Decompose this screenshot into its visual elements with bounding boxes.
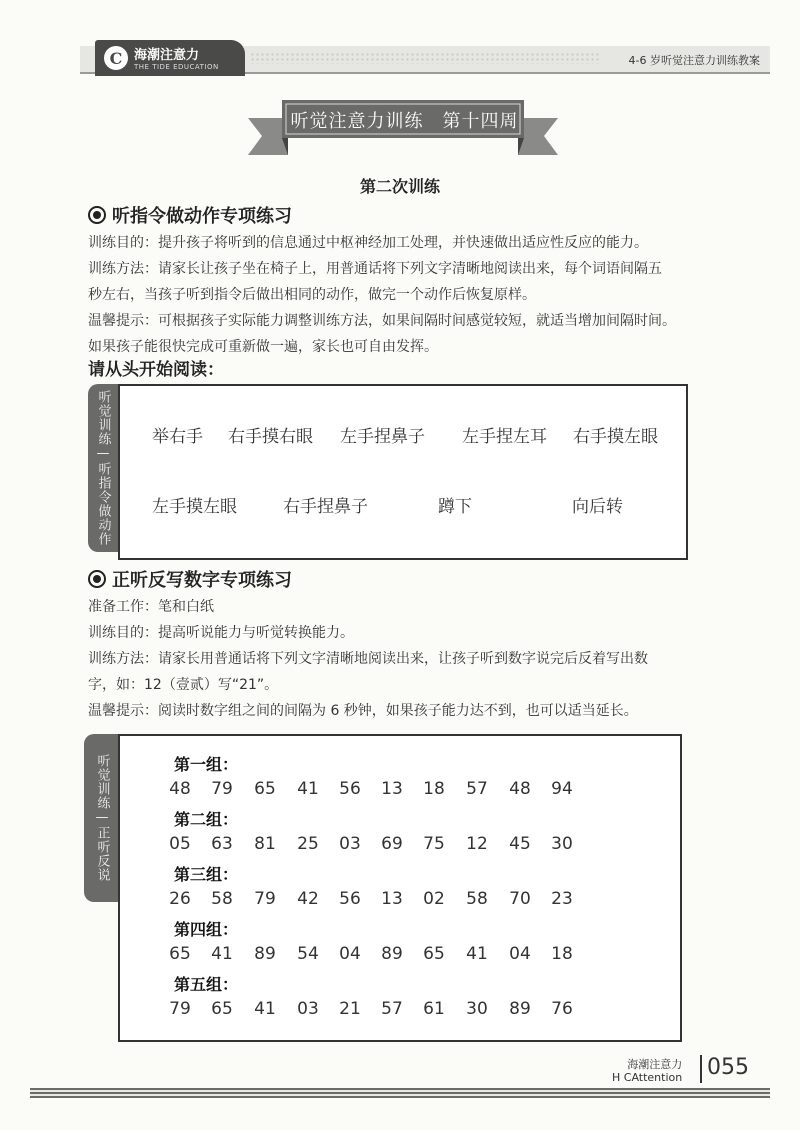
- command-item: 举右手: [152, 427, 203, 447]
- paragraph: 训练方法：请家长让孩子坐在椅子上，用普通话将下列文字清晰地阅读出来，每个词语间隔五: [88, 261, 662, 277]
- footer-divider: [700, 1055, 702, 1083]
- footer-brand-sub: H CAttention: [612, 1071, 683, 1084]
- group-number: 48: [169, 779, 191, 799]
- group-number: 65: [169, 944, 191, 964]
- group-number: 13: [381, 889, 403, 909]
- command-item: 左手摸左眼: [152, 497, 237, 517]
- section2-side-tab: 听觉训练—正听反说: [84, 734, 120, 902]
- banner-title: 听觉注意力训练 第十四周: [290, 111, 519, 132]
- book-title: 4-6 岁听觉注意力训练教案: [628, 54, 760, 67]
- group-number: 02: [423, 889, 445, 909]
- paragraph: 训练目的：提高听说能力与听觉转换能力。: [88, 625, 354, 641]
- paragraph: 温馨提示：可根据孩子实际能力调整训练方法，如果间隔时间感觉较短，就适当增加间隔时间。: [88, 313, 676, 329]
- command-item: 左手捏左耳: [462, 427, 547, 447]
- command-item: 左手捏鼻子: [340, 427, 425, 447]
- read-prompt: 请从头开始阅读：: [88, 360, 224, 380]
- paragraph: 秒左右，当孩子听到指令后做出相同的动作，做完一个动作后恢复原样。: [88, 287, 536, 303]
- footer-brand: [612, 1058, 682, 1084]
- section1-instructions: [88, 230, 738, 360]
- group-number: 58: [211, 889, 233, 909]
- group-label: 第一组：: [174, 755, 239, 774]
- group-number: 25: [297, 834, 319, 854]
- group-number: 79: [254, 889, 276, 909]
- group-number: 58: [466, 889, 488, 909]
- group-number: 94: [551, 779, 573, 799]
- group-number: 41: [254, 999, 276, 1019]
- group-number: 81: [254, 834, 276, 854]
- section1-title: 听指令做动作专项练习: [112, 206, 292, 227]
- section2-heading: [88, 566, 292, 592]
- group-number: 23: [551, 889, 573, 909]
- section1-heading: [88, 202, 292, 228]
- group-number: 65: [211, 999, 233, 1019]
- session-title: 第二次训练: [359, 177, 440, 196]
- group-number: 56: [339, 889, 361, 909]
- group-label: 第四组：: [174, 920, 239, 939]
- target-icon: [88, 206, 106, 224]
- group-number: 45: [509, 834, 531, 854]
- group-number: 75: [423, 834, 445, 854]
- header-decoration: [250, 52, 600, 64]
- command-item: 右手摸右眼: [228, 427, 313, 447]
- group-number: 13: [381, 779, 403, 799]
- group-label: 第二组：: [174, 810, 239, 829]
- group-number: 70: [509, 889, 531, 909]
- group-number: 30: [551, 834, 573, 854]
- group-number: 89: [509, 999, 531, 1019]
- group-number: 48: [509, 779, 531, 799]
- page-number: 055: [707, 1055, 749, 1080]
- group-number: 42: [297, 889, 319, 909]
- group-number: 41: [211, 944, 233, 964]
- footer-stripes: [30, 1088, 770, 1098]
- group-number: 76: [551, 999, 573, 1019]
- group-number: 18: [551, 944, 573, 964]
- group-number: 21: [339, 999, 361, 1019]
- group-number: 56: [339, 779, 361, 799]
- group-number: 54: [297, 944, 319, 964]
- group-number: 41: [466, 944, 488, 964]
- command-item: 向后转: [572, 497, 623, 517]
- group-number: 04: [339, 944, 361, 964]
- command-item: 右手捏鼻子: [283, 497, 368, 517]
- brand-subtitle: THE TIDE EDUCATION: [134, 63, 219, 71]
- group-number: 89: [381, 944, 403, 964]
- target-icon: [88, 570, 106, 588]
- command-item: 蹲下: [438, 497, 472, 517]
- command-item: 右手摸左眼: [573, 427, 658, 447]
- group-number: 30: [466, 999, 488, 1019]
- group-number: 89: [254, 944, 276, 964]
- brand-name: 海潮注意力: [134, 48, 200, 63]
- group-number: 12: [466, 834, 488, 854]
- paragraph: 如果孩子能很快完成可重新做一遍，家长也可自由发挥。: [88, 339, 438, 355]
- paragraph: 温馨提示：阅读时数字组之间的间隔为 6 秒钟，如果孩子能力达不到，也可以适当延长。: [88, 703, 638, 719]
- paragraph: 准备工作：笔和白纸: [88, 599, 214, 615]
- group-number: 41: [297, 779, 319, 799]
- section2-title: 正听反写数字专项练习: [112, 570, 292, 591]
- group-number: 79: [211, 779, 233, 799]
- group-number: 03: [297, 999, 319, 1019]
- group-number: 57: [466, 779, 488, 799]
- group-number: 69: [381, 834, 403, 854]
- command-box: [118, 384, 688, 560]
- group-number: 61: [423, 999, 445, 1019]
- group-label: 第三组：: [174, 865, 239, 884]
- group-number: 04: [509, 944, 531, 964]
- group-number: 65: [423, 944, 445, 964]
- group-number: 18: [423, 779, 445, 799]
- paragraph: 训练目的：提升孩子将听到的信息通过中枢神经加工处理，并快速做出适应性反应的能力。: [88, 235, 648, 251]
- group-label: 第五组：: [174, 975, 239, 994]
- section2-instructions: [88, 594, 738, 724]
- paragraph: 字，如：12（壹贰）写“21”。: [88, 677, 279, 693]
- group-number: 03: [339, 834, 361, 854]
- paragraph: 训练方法：请家长用普通话将下列文字清晰地阅读出来，让孩子听到数字说完后反着写出数: [88, 651, 648, 667]
- logo-icon: C: [104, 46, 128, 70]
- section1-side-tab: 听觉训练—听指令做动作: [88, 384, 118, 552]
- group-number: 26: [169, 889, 191, 909]
- group-number: 63: [211, 834, 233, 854]
- group-number: 05: [169, 834, 191, 854]
- group-number: 79: [169, 999, 191, 1019]
- footer-brand-name: 海潮注意力: [627, 1058, 683, 1071]
- number-groups-box: [118, 734, 682, 1042]
- group-number: 65: [254, 779, 276, 799]
- group-number: 57: [381, 999, 403, 1019]
